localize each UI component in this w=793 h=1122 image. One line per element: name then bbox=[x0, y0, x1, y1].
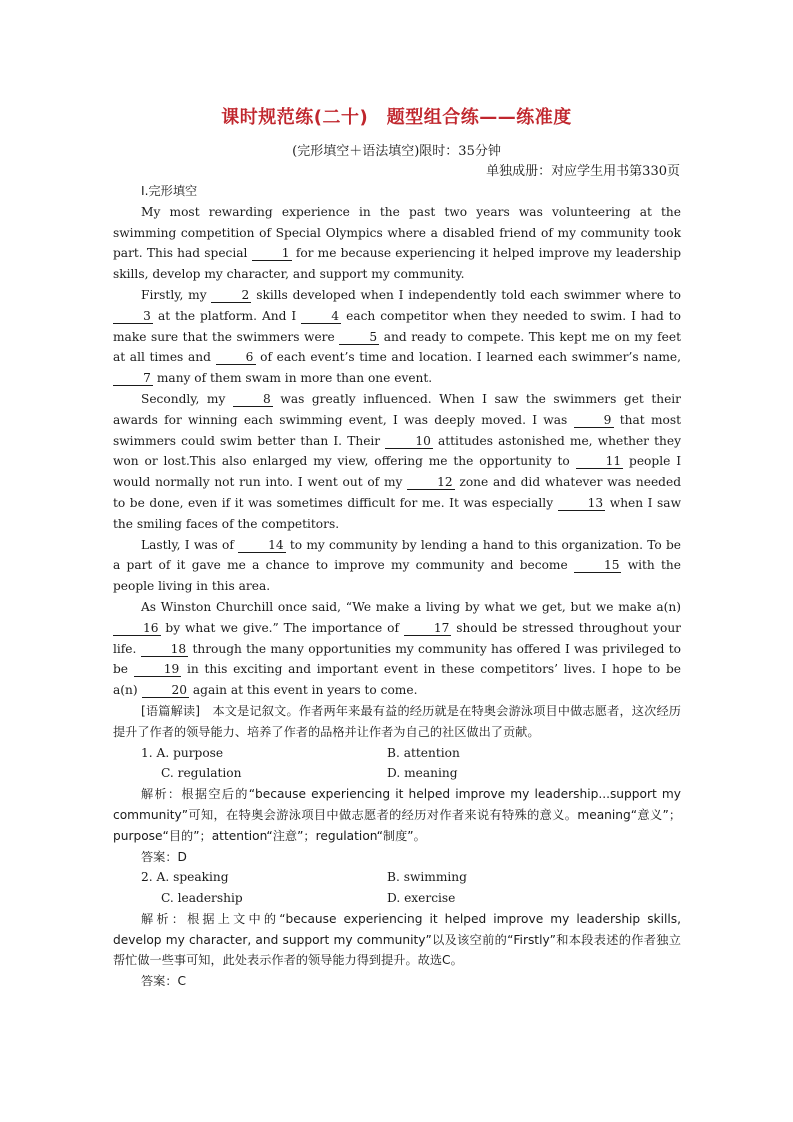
blank-6: 6 bbox=[216, 350, 256, 365]
text-run: As Winston Churchill once said, “We make a living by what we get, but we make a(n) bbox=[141, 599, 681, 614]
text-run: to my community by lending a hand to this organization. To be a part of it gave me a chance to improve my community and become bbox=[113, 537, 681, 573]
blank-19: 19 bbox=[134, 662, 182, 677]
text-run: again at this event in years to come. bbox=[189, 683, 418, 698]
text-run: zone and did whatever was needed to be done, even if it was sometimes difficult for me. It was especially bbox=[113, 475, 681, 510]
option-c: C. regulation bbox=[161, 766, 242, 781]
text-run: people I would normally not run into. I went out of my bbox=[113, 454, 682, 490]
section-heading: Ⅰ.完形填空 bbox=[141, 184, 198, 198]
passage-paragraph-1 bbox=[113, 202, 681, 285]
text-run: that most swimmers could swim better than I. Their bbox=[113, 412, 681, 448]
option-d: D. exercise bbox=[387, 891, 456, 906]
blank-3: 3 bbox=[113, 309, 153, 324]
text-run: attitudes astonished me, whether they won or lost.This also enlarged my view, offering me the opportunity to bbox=[113, 433, 682, 469]
text-run: by what we give.” The importance of bbox=[160, 620, 404, 635]
question-answer: 答案：C bbox=[141, 974, 187, 989]
text-run: Secondly, my bbox=[141, 391, 233, 406]
question-explanation: 解析：根据空后的“because experiencing it helped improve my leadership...support my community”可知，在特奥会游泳项目中做志愿者的经历对作者来说有特殊的意义。meaning“意义”；purpose“目的”；attention“注意”；regulation“制度”。 bbox=[113, 787, 681, 843]
options-row bbox=[113, 763, 681, 784]
options-row bbox=[113, 743, 681, 764]
question-1 bbox=[113, 743, 681, 868]
text-run: should be stressed throughout your life. bbox=[113, 620, 682, 656]
passage-paragraph-5 bbox=[113, 597, 681, 701]
option-a bbox=[141, 867, 387, 888]
text-run: in this exciting and important event in these competitors’ lives. I hope to be a(n) bbox=[113, 662, 682, 698]
text-run: and ready to compete. This kept me on my feet at all times and bbox=[113, 329, 681, 365]
passage-paragraph-4 bbox=[113, 535, 681, 597]
blank-2: 2 bbox=[211, 288, 251, 303]
text-run: skills developed when I independently told each swimmer where to bbox=[251, 287, 681, 302]
text-run: each competitor when they needed to swim. I had to make sure that the swimmers were bbox=[113, 308, 681, 344]
question-explanation: 解析：根据上文中的“because experiencing it helped improve my leadership skills, develop my character, and support my community”以及该空前的“Firstly”和本段表述的作者独立帮忙做一些事可知，此处表示作者的领导能力得到提升。故选C。 bbox=[113, 911, 681, 968]
blank-8: 8 bbox=[233, 392, 273, 407]
text-run: for me because experiencing it helped improve my leadership skills, develop my character, and support my community. bbox=[113, 246, 681, 282]
text-run: when I saw the smiling faces of the competitors. bbox=[113, 495, 682, 531]
blank-20: 20 bbox=[142, 683, 190, 698]
question-number: 1. bbox=[141, 745, 153, 760]
option-d: D. meaning bbox=[387, 766, 458, 781]
page-subtitle: (完形填空＋语法填空)限时：35分钟 bbox=[292, 144, 501, 159]
passage-paragraph-3 bbox=[113, 389, 681, 535]
text-run: Firstly, my bbox=[141, 287, 212, 302]
blank-14: 14 bbox=[238, 538, 286, 553]
option-a bbox=[141, 743, 387, 764]
question-number: 2. bbox=[141, 870, 153, 885]
question-2 bbox=[113, 867, 681, 992]
blank-9: 9 bbox=[574, 413, 614, 428]
text-run: My most rewarding experience in the past two years was volunteering at the swimming competition of Special Olympics where a disabled friend of my community took part. This had special bbox=[113, 204, 681, 261]
blank-16: 16 bbox=[113, 621, 161, 636]
blank-11: 11 bbox=[576, 454, 624, 469]
blank-13: 13 bbox=[558, 496, 606, 511]
blank-7: 7 bbox=[113, 371, 153, 386]
blank-5: 5 bbox=[339, 330, 379, 345]
options-row bbox=[113, 867, 681, 888]
blank-15: 15 bbox=[574, 558, 622, 573]
blank-17: 17 bbox=[404, 621, 452, 636]
passage-analysis: [语篇解读] 本文是记叙文。作者两年来最有益的经历就是在特奥会游泳项目中做志愿者，这次经历提升了作者的领导能力、培养了作者的品格并让作者为自己的社区做出了贡献。 bbox=[113, 703, 681, 739]
passage-paragraph-2 bbox=[113, 285, 681, 389]
option-c: C. leadership bbox=[161, 891, 243, 906]
option-text: A. purpose bbox=[156, 745, 224, 760]
text-run: at the platform. And I bbox=[153, 308, 302, 323]
text-run: with the people living in this area. bbox=[113, 558, 681, 594]
blank-18: 18 bbox=[141, 642, 189, 657]
question-answer: 答案：D bbox=[141, 849, 187, 864]
option-b: B. swimming bbox=[387, 870, 467, 885]
text-run: Lastly, I was of bbox=[141, 537, 239, 552]
content-area bbox=[113, 181, 681, 992]
page-title: 课时规范练(二十) 题型组合练——练准度 bbox=[221, 107, 572, 128]
blank-4: 4 bbox=[301, 309, 341, 324]
blank-10: 10 bbox=[385, 434, 433, 449]
text-run: many of them swam in more than one event. bbox=[153, 371, 433, 386]
blank-12: 12 bbox=[407, 475, 455, 490]
options-row bbox=[113, 888, 681, 909]
option-text: A. speaking bbox=[156, 870, 229, 885]
text-run: of each event’s time and location. I learned each swimmer’s name, bbox=[255, 350, 681, 365]
option-b: B. attention bbox=[387, 745, 460, 760]
text-run: was greatly influenced. When I saw the swimmers get their awards for winning each swimming event, I was deeply moved. I was bbox=[113, 391, 682, 427]
binding-note: 单独成册：对应学生用书第330页 bbox=[486, 164, 680, 179]
text-run: through the many opportunities my community has offered I was privileged to be bbox=[113, 641, 681, 677]
blank-1: 1 bbox=[252, 246, 292, 261]
